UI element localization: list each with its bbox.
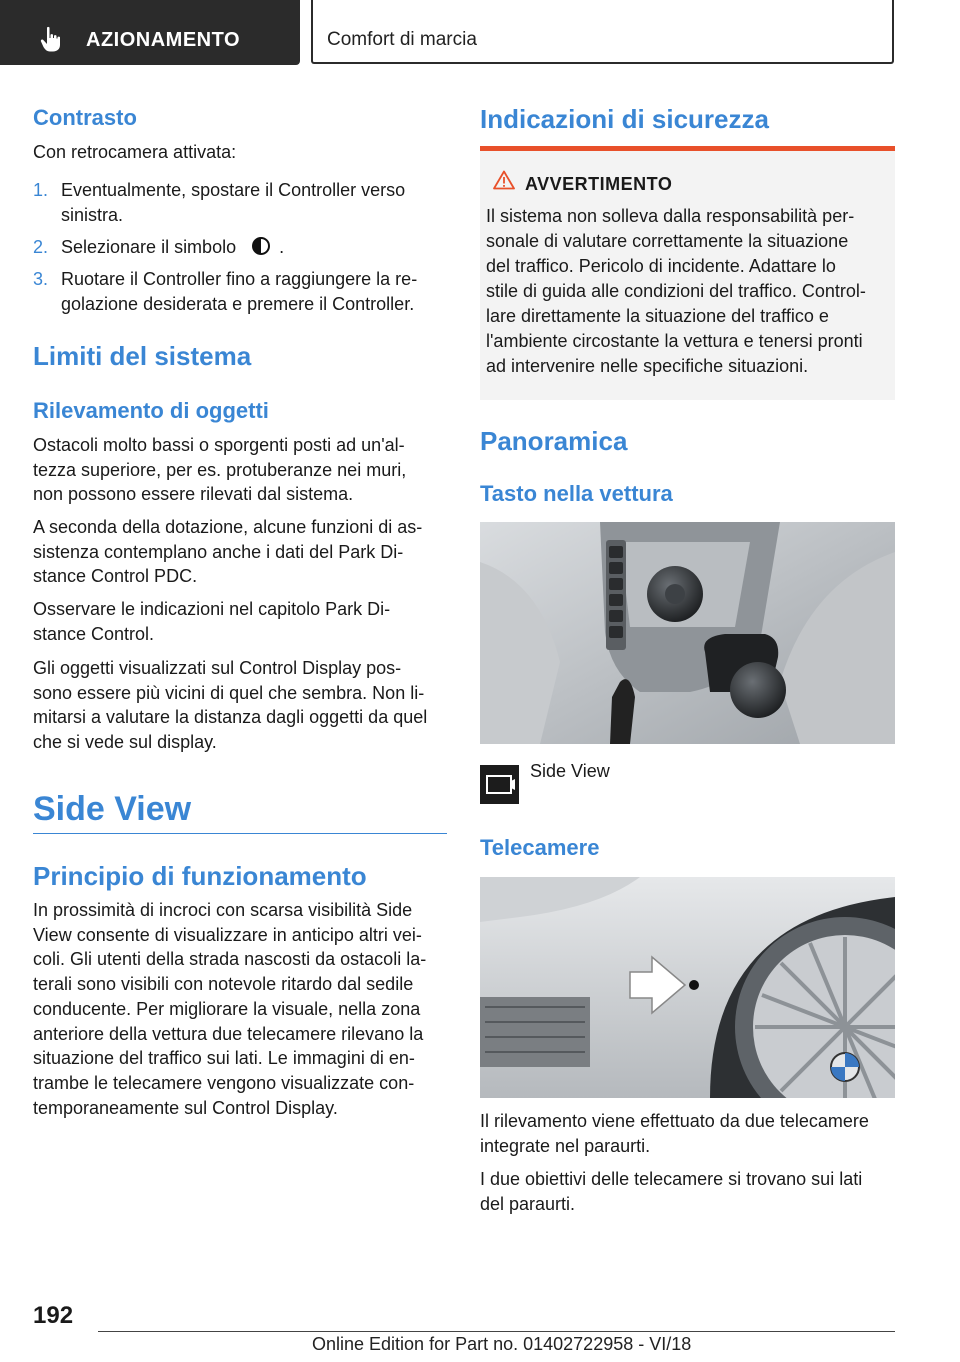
- console-illustration: [480, 522, 895, 744]
- pointing-hand-icon: [40, 26, 62, 52]
- paragraph: Ostacoli molto bassi o sporgenti posti ad un'al- tezza superiore, per es. protuberanze nei muri, non possono essere rilevati dal sistema.: [33, 435, 407, 505]
- paragraph: A seconda della dotazione, alcune funzioni di as- sistenza contemplano anche i dati del Park Di- stance Control PDC.: [33, 517, 423, 587]
- warning-text: Il sistema non solleva dalla responsabilità per- sonale di valutare correttamente la situazione del traffico. Pericolo di incidente. Adattare lo stile di guida alle condizioni del traffico. Control- lare direttamente la situazione del traffico e l'ambiente circostante la vettura e tenersi pronti ad intervenire nelle specifiche situazioni.: [486, 206, 866, 376]
- bumper-photo: [480, 877, 895, 1098]
- section-tab: [0, 0, 300, 65]
- sideview-heading: Side View: [33, 790, 192, 828]
- warning-title: AVVERTIMENTO: [525, 174, 673, 194]
- side-view-button-icon: [480, 765, 519, 804]
- limiti-heading: Limiti del sistema: [33, 341, 252, 371]
- subsection-box: [311, 0, 894, 64]
- warning-box: [480, 146, 895, 400]
- paragraph: In prossimità di incroci con scarsa visibilità Side View consente di visualizzare in anticipo altri vei- coli. Gli utenti della strada nascosti da ostacoli la- terali sono visibili con notevole ritardo dal sedile conducente. Per migliorare la visuale, nella zona anteriore della vettura due telecamere rilevano la situazione del traffico sui lati. Le immagini di en- trambe le telecamere vengono visualizzate con- temporaneamente sul Control Display.: [33, 900, 427, 1118]
- paragraph: Il rilevamento viene effettuato da due telecamere integrate nel paraurti.: [480, 1111, 869, 1156]
- console-photo: [480, 522, 895, 744]
- paragraph: Gli oggetti visualizzati sul Control Display pos- sono essere più vicini di quel che sembra. Non li- mitarsi a valutare la distanza dagli oggetti da quel che si vede sul display.: [33, 658, 428, 753]
- section-title: AZIONAMENTO: [86, 29, 241, 51]
- principio-heading: Principio di funzionamento: [33, 861, 367, 891]
- warning-bar: [480, 146, 895, 151]
- contrasto-intro: Con retrocamera attivata:: [33, 142, 237, 162]
- panoramica-heading: Panoramica: [480, 426, 628, 456]
- paragraph: Osservare le indicazioni nel capitolo Park Di- stance Control.: [33, 599, 391, 644]
- telecamere-heading: Telecamere: [480, 835, 600, 860]
- paragraph: I due obiettivi delle telecamere si trovano sui lati del paraurti.: [480, 1169, 863, 1214]
- bumper-illustration: [480, 877, 895, 1098]
- warning-triangle-icon: [493, 170, 515, 190]
- indicazioni-heading: Indicazioni di sicurezza: [480, 104, 769, 134]
- rilevamento-heading: Rilevamento di oggetti: [33, 398, 269, 423]
- subsection-title: Comfort di marcia: [327, 29, 477, 50]
- tasto-heading: Tasto nella vettura: [480, 481, 673, 506]
- page-number: 192: [33, 1302, 74, 1329]
- side-view-label: Side View: [530, 761, 610, 781]
- footer-rule: [98, 1331, 895, 1332]
- contrast-icon: [251, 236, 271, 256]
- edition-text: Online Edition for Part no. 01402722958 - VI/18: [312, 1334, 692, 1354]
- heading-rule: [33, 833, 447, 834]
- contrasto-heading: Contrasto: [33, 105, 137, 130]
